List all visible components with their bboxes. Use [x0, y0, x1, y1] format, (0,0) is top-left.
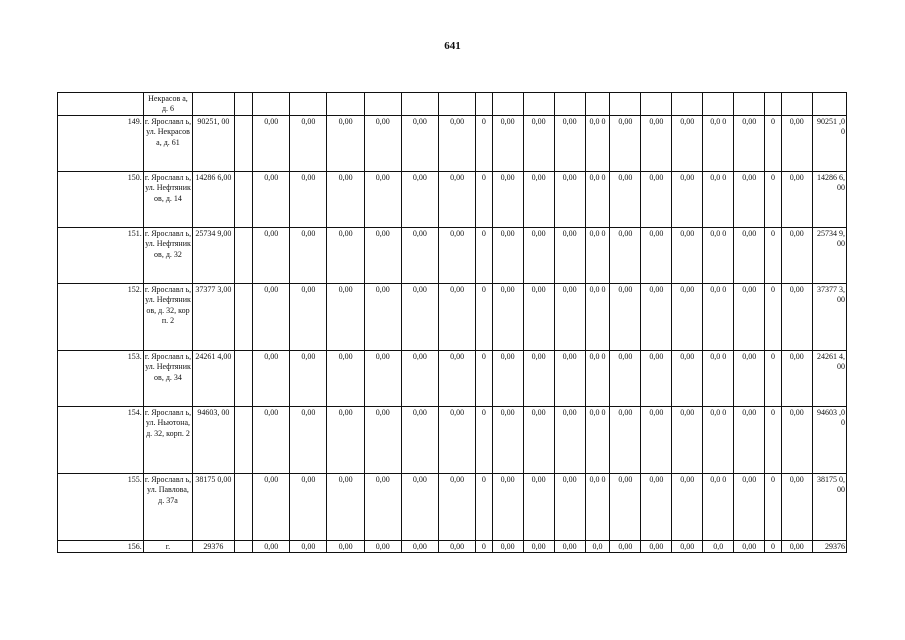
- table-row: [58, 541, 847, 553]
- cell-value: 0,00: [610, 116, 641, 172]
- cell-value: 0,00: [364, 228, 401, 284]
- cell-num: 153.: [58, 351, 144, 407]
- cell-value: 0,00: [290, 284, 327, 351]
- cell-empty: [234, 172, 253, 228]
- cell-value: 0,00: [439, 407, 476, 474]
- cell-value: 0,00: [554, 474, 585, 541]
- cell-num: 149.: [58, 116, 144, 172]
- cell-value: 0,00: [610, 351, 641, 407]
- cell-value: 0,0 0: [585, 474, 610, 541]
- cell-value: 0,00: [290, 541, 327, 553]
- cell-address: г. Ярославл ь, ул. Нефтяник ов, д. 32, корп. 2: [143, 284, 193, 351]
- cell-value: 0: [765, 172, 782, 228]
- cell-value: 0,00: [401, 351, 438, 407]
- cell-value: 0,00: [327, 541, 364, 553]
- cell-address: г. Ярославл ь, ул. Некрасов а, д. 61: [143, 116, 193, 172]
- cell-value: 0,00: [641, 474, 672, 541]
- cell-value: 0,00: [610, 474, 641, 541]
- cell-value: 0: [476, 351, 493, 407]
- cell-value: 0,00: [523, 541, 554, 553]
- cell-total: 25734 9,00: [193, 228, 234, 284]
- cell-value: 0,00: [734, 407, 765, 474]
- cell-value: 0,00: [253, 541, 290, 553]
- cell-value: 0,00: [523, 351, 554, 407]
- cell-value: 0,00: [672, 474, 703, 541]
- cell-value: 0,00: [523, 116, 554, 172]
- cell-value: 0,00: [641, 351, 672, 407]
- cell-end-total: 25734 9,00: [812, 228, 846, 284]
- cell-value: 0,00: [290, 228, 327, 284]
- cell-value: 0,00: [641, 116, 672, 172]
- cell-total: 90251, 00: [193, 116, 234, 172]
- cell-num: 154.: [58, 407, 144, 474]
- cell-address: г. Ярославл ь, ул. Нефтяник ов, д. 14: [143, 172, 193, 228]
- cell-value: 0,0: [703, 541, 734, 553]
- cell-value: 0,00: [610, 228, 641, 284]
- cell-value: 0,00: [523, 172, 554, 228]
- cell-value: 0,00: [253, 407, 290, 474]
- cell-value: 0,00: [523, 284, 554, 351]
- cell-value: 0,00: [734, 541, 765, 553]
- cell-value: 0,00: [641, 284, 672, 351]
- cell-empty: [234, 351, 253, 407]
- cell-value: 0,00: [781, 541, 812, 553]
- cell-value: 0,00: [781, 228, 812, 284]
- cell-value: 0: [765, 284, 782, 351]
- cell-value: 0,00: [327, 116, 364, 172]
- cell-value: 0,00: [364, 474, 401, 541]
- cell-value: 0,00: [672, 228, 703, 284]
- cell-total: 29376: [193, 541, 234, 553]
- cell-value: 0,0 0: [703, 172, 734, 228]
- cell-value: 0,00: [401, 474, 438, 541]
- cell-value: 0,00: [734, 474, 765, 541]
- cell-value: 0,00: [401, 407, 438, 474]
- cell-value: 0,00: [641, 541, 672, 553]
- cell-num: 155.: [58, 474, 144, 541]
- cell-value: 0,00: [439, 541, 476, 553]
- cell-value: 0,00: [253, 284, 290, 351]
- cell-value: 0,00: [290, 172, 327, 228]
- cell-value: 0,00: [492, 116, 523, 172]
- cell-value: 0,0 0: [585, 172, 610, 228]
- cell-value: 0,00: [781, 284, 812, 351]
- cell-num: 150.: [58, 172, 144, 228]
- cell-value: 0,00: [492, 228, 523, 284]
- cell-value: 0,00: [439, 474, 476, 541]
- cell-value: 0,00: [439, 172, 476, 228]
- table-row: [58, 116, 847, 172]
- cell-value: 0,00: [492, 407, 523, 474]
- cell-value: 0,00: [641, 172, 672, 228]
- cell-value: 0,00: [610, 407, 641, 474]
- table-row: [58, 351, 847, 407]
- table-row: [58, 474, 847, 541]
- cell-num: 151.: [58, 228, 144, 284]
- cell-value: 0,00: [523, 474, 554, 541]
- cell-value: 0,00: [734, 172, 765, 228]
- cell-value: 0,00: [492, 172, 523, 228]
- cell-address: г. Ярославл ь, ул. Нефтяник ов, д. 34: [143, 351, 193, 407]
- cell-value: 0,00: [610, 541, 641, 553]
- cell-total: 37377 3,00: [193, 284, 234, 351]
- cell-value: 0: [476, 407, 493, 474]
- cell-value: 0: [476, 474, 493, 541]
- cell-value: 0,00: [492, 351, 523, 407]
- cell-value: 0: [765, 228, 782, 284]
- cell-value: 0: [765, 407, 782, 474]
- cell-value: 0,00: [781, 351, 812, 407]
- cell-value: 0,00: [401, 541, 438, 553]
- cell-value: 0,00: [290, 351, 327, 407]
- cell-value: 0,00: [672, 351, 703, 407]
- cell-empty: [234, 407, 253, 474]
- cell-value: 0,00: [401, 172, 438, 228]
- cell-value: 0,0: [585, 541, 610, 553]
- cell-value: 0,0 0: [585, 407, 610, 474]
- cell-value: 0,00: [439, 351, 476, 407]
- cell-value: 0: [476, 284, 493, 351]
- cell-value: 0: [476, 541, 493, 553]
- cell-value: 0,0 0: [703, 474, 734, 541]
- cell-value: 0,00: [290, 407, 327, 474]
- cell-value: 0,00: [253, 228, 290, 284]
- cell-value: 0,0 0: [703, 407, 734, 474]
- cell-value: 0,00: [523, 407, 554, 474]
- table-row-continued: [58, 93, 847, 116]
- cell-end-total: 29376: [812, 541, 846, 553]
- table-row: [58, 228, 847, 284]
- cell-end-total: 90251 ,00: [812, 116, 846, 172]
- cell-end-total: 24261 4,00: [812, 351, 846, 407]
- cell-value: 0: [765, 351, 782, 407]
- table-row: [58, 407, 847, 474]
- cell-value: 0,00: [290, 116, 327, 172]
- cell-value: 0,00: [492, 284, 523, 351]
- cell-value: 0,00: [554, 284, 585, 351]
- cell-value: 0,00: [253, 351, 290, 407]
- cell-empty: [234, 228, 253, 284]
- cell-value: 0,00: [554, 541, 585, 553]
- cell-total: 38175 0,00: [193, 474, 234, 541]
- cell-value: 0,00: [554, 172, 585, 228]
- cell-value: 0,00: [554, 116, 585, 172]
- cell-value: 0,00: [253, 474, 290, 541]
- cell-end-total: 38175 0,00: [812, 474, 846, 541]
- cell-value: 0,00: [781, 474, 812, 541]
- cell-value: 0,00: [364, 541, 401, 553]
- cell-value: 0,0 0: [585, 228, 610, 284]
- cell-end-total: 14286 6,00: [812, 172, 846, 228]
- cell-value: 0,00: [492, 474, 523, 541]
- cell-value: 0,0 0: [703, 228, 734, 284]
- cell-total: 24261 4,00: [193, 351, 234, 407]
- cell-value: 0,00: [364, 351, 401, 407]
- cell-value: 0,0 0: [585, 116, 610, 172]
- cell-value: 0,00: [327, 474, 364, 541]
- table-row: [58, 284, 847, 351]
- cell-value: 0,00: [781, 407, 812, 474]
- cell-value: 0: [476, 116, 493, 172]
- cell-end-total: 94603 ,00: [812, 407, 846, 474]
- cell-address: г. Ярославл ь, ул. Ньютона, д. 32, корп. 2: [143, 407, 193, 474]
- cell-value: 0,00: [401, 116, 438, 172]
- cell-value: 0,0 0: [703, 351, 734, 407]
- cell-value: 0,0 0: [585, 351, 610, 407]
- cell-value: 0,00: [290, 474, 327, 541]
- cell-value: 0,00: [364, 284, 401, 351]
- cell-value: 0,00: [672, 541, 703, 553]
- cell-value: 0,00: [327, 351, 364, 407]
- cell-value: 0,00: [327, 228, 364, 284]
- cell-value: 0,00: [554, 407, 585, 474]
- cell-value: 0,00: [327, 407, 364, 474]
- cell-value: 0: [476, 228, 493, 284]
- table-row: [58, 172, 847, 228]
- cell-value: 0,00: [253, 116, 290, 172]
- cell-value: 0: [765, 541, 782, 553]
- cell-value: 0,00: [492, 541, 523, 553]
- cell-value: 0,0 0: [585, 284, 610, 351]
- cell-value: 0,00: [781, 116, 812, 172]
- cell-value: 0: [765, 116, 782, 172]
- cell-empty: [234, 116, 253, 172]
- cell-value: 0,00: [554, 228, 585, 284]
- cell-value: 0,00: [401, 284, 438, 351]
- cell-total: 94603, 00: [193, 407, 234, 474]
- cell-value: 0,00: [734, 284, 765, 351]
- cell-value: 0,00: [781, 172, 812, 228]
- cell-value: 0,00: [734, 116, 765, 172]
- cell-value: 0,00: [672, 172, 703, 228]
- cell-value: 0,0 0: [703, 284, 734, 351]
- cell-value: 0,00: [672, 284, 703, 351]
- cell-num: 156.: [58, 541, 144, 553]
- cell-num: 152.: [58, 284, 144, 351]
- cell-value: 0,00: [641, 228, 672, 284]
- cell-value: 0,00: [364, 172, 401, 228]
- cell-value: 0,00: [364, 407, 401, 474]
- cell-total: 14286 6,00: [193, 172, 234, 228]
- cell-value: 0,00: [253, 172, 290, 228]
- cell-empty: [234, 541, 253, 553]
- cell-value: 0,00: [523, 228, 554, 284]
- cell-value: 0,00: [672, 407, 703, 474]
- cell-value: 0,00: [672, 116, 703, 172]
- cell-value: 0,00: [364, 116, 401, 172]
- cell-value: 0,00: [610, 284, 641, 351]
- cell-address: Некрасов а, д. 6: [143, 93, 193, 116]
- cell-end-total: 37377 3,00: [812, 284, 846, 351]
- cell-empty: [234, 474, 253, 541]
- cell-value: 0,00: [327, 284, 364, 351]
- register-table: [57, 92, 847, 553]
- cell-value: 0,00: [439, 284, 476, 351]
- cell-value: 0,00: [610, 172, 641, 228]
- cell-value: 0,00: [734, 351, 765, 407]
- cell-value: 0,00: [327, 172, 364, 228]
- cell-num: [58, 93, 144, 116]
- cell-address: г. Ярославл ь, ул. Павлова, д. 37а: [143, 474, 193, 541]
- cell-empty: [234, 284, 253, 351]
- cell-value: 0: [476, 172, 493, 228]
- cell-value: 0,00: [641, 407, 672, 474]
- cell-value: 0: [765, 474, 782, 541]
- cell-address: г. Ярославл ь, ул. Нефтяник ов, д. 32: [143, 228, 193, 284]
- page-number: 641: [444, 40, 461, 52]
- cell-value: 0,00: [439, 116, 476, 172]
- cell-value: 0,00: [401, 228, 438, 284]
- cell-value: 0,00: [554, 351, 585, 407]
- cell-value: 0,00: [734, 228, 765, 284]
- cell-value: 0,00: [439, 228, 476, 284]
- cell-address: г.: [143, 541, 193, 553]
- cell-value: 0,0 0: [703, 116, 734, 172]
